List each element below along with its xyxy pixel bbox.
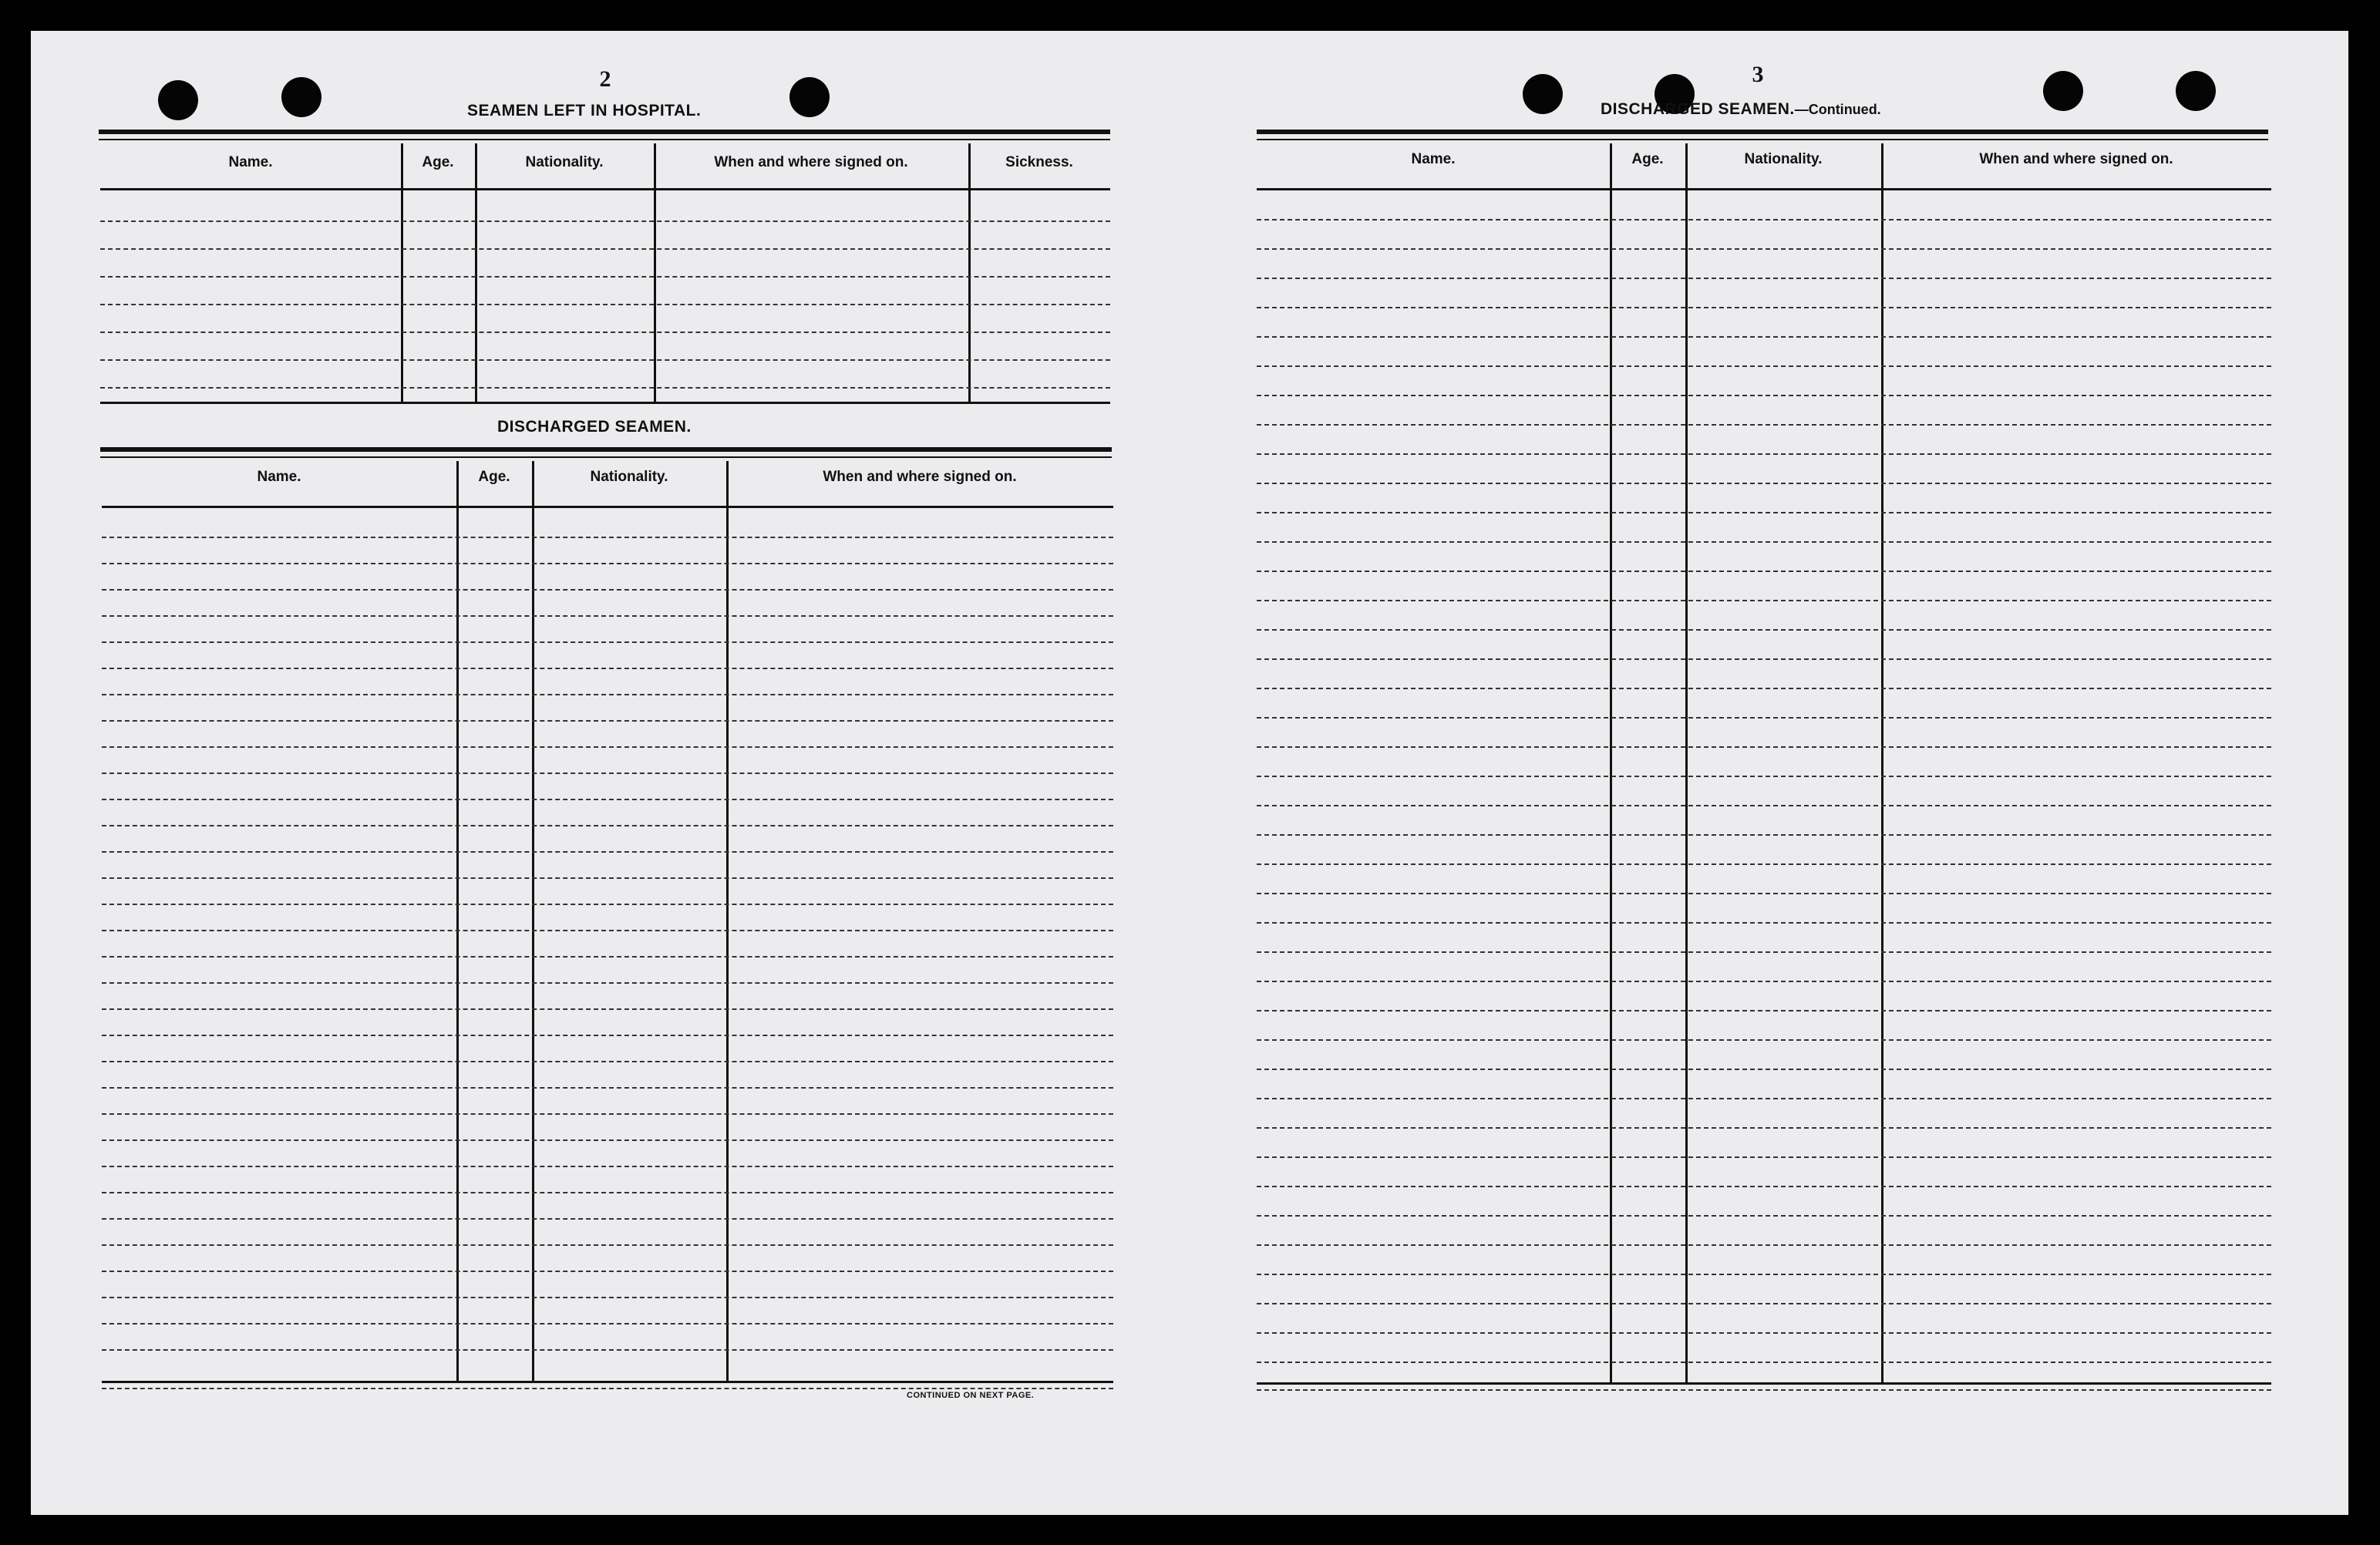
table-row [1257,863,2271,865]
continued-suffix: —Continued. [1794,102,1881,117]
table-row [100,220,1110,222]
col-header-name: Name. [228,154,273,170]
table-row [1257,512,2271,513]
table-bottom-rule [102,1381,1113,1383]
table-row [1257,571,2271,572]
table-row [1257,981,2271,982]
table-row [102,615,1113,617]
table-row [100,276,1110,278]
table-row [102,1244,1113,1246]
table-row [102,956,1113,958]
table-bottom-rule [1257,1382,2271,1385]
table-row [102,799,1113,800]
table-row [102,1061,1113,1062]
table-row [1257,1362,2271,1363]
col-header-when-where: When and where signed on. [714,154,908,170]
discharged-title-text: DISCHARGED SEAMEN. [1601,100,1795,118]
col-header-name: Name. [1411,151,1456,167]
table-row [102,1139,1113,1141]
table-row [1257,1127,2271,1129]
table-row [102,1035,1113,1036]
table-row [1257,248,2271,250]
table-row [1257,1303,2271,1304]
hospital-table [100,143,1110,404]
table-row [1257,395,2271,396]
table-row [102,877,1113,879]
table-row [1257,1010,2271,1011]
column-divider [475,143,477,404]
table-row [1257,922,2271,924]
col-header-sickness: Sickness. [1005,154,1073,170]
table-row [1257,219,2271,220]
table-row [1257,483,2271,484]
table-row [102,1008,1113,1010]
table-row [1257,1274,2271,1275]
table-row [1257,776,2271,777]
table-row [1257,1069,2271,1070]
table-row [1257,453,2271,455]
table-row [102,1192,1113,1193]
table-row [100,248,1110,250]
punch-hole [2176,71,2216,111]
table-row [102,1087,1113,1089]
table-row [1257,717,2271,719]
table-row [102,746,1113,748]
table-row [1257,1332,2271,1334]
table-row [102,1166,1113,1167]
col-header-nationality: Nationality. [1744,151,1823,167]
table-row [102,1323,1113,1325]
table-row [1257,278,2271,279]
col-header-age: Age. [422,154,454,170]
col-header-age: Age. [1631,151,1664,167]
discharged-top-rule [100,447,1112,452]
table-row [100,359,1110,361]
table-row [102,1297,1113,1298]
table-row [102,1349,1113,1351]
table-row [102,668,1113,669]
column-divider [1881,143,1883,1385]
table-row [100,332,1110,333]
table-row [102,1113,1113,1115]
table-row [100,304,1110,305]
discharged-table-left [102,461,1113,1383]
table-row [1257,1186,2271,1187]
table-row [1257,658,2271,660]
table-row [102,720,1113,722]
hospital-top-rule [99,130,1110,134]
table-row [1257,1244,2271,1246]
discharged-top-rule-2 [100,456,1112,458]
page-number-right: 3 [1752,62,1764,87]
punch-hole [1523,74,1563,114]
table-row [1257,336,2271,338]
table-row [102,563,1113,564]
table-bottom-rule-2 [102,1388,1113,1389]
col-header-when-where: When and where signed on. [823,469,1017,485]
table-row [1257,424,2271,426]
col-header-nationality: Nationality. [590,469,668,485]
table-row [1257,1098,2271,1099]
table-row [100,387,1110,389]
discharged-section-title-right [1601,100,1881,119]
table-row [1257,893,2271,894]
table-row [102,694,1113,695]
hospital-top-rule-2 [99,139,1110,140]
right-top-rule [1257,130,2268,134]
table-row [102,1271,1113,1272]
column-divider [968,143,971,404]
table-row [102,930,1113,931]
table-row [1257,746,2271,748]
table-row [1257,629,2271,631]
table-row [102,589,1113,591]
discharged-section-title-left: DISCHARGED SEAMEN. [497,418,692,436]
column-divider [1610,143,1612,1385]
punch-hole [789,77,830,117]
continued-note: CONTINUED ON NEXT PAGE. [907,1391,1035,1400]
col-header-age: Age. [478,469,510,485]
table-row [1257,307,2271,308]
column-divider [401,143,403,404]
table-row [1257,834,2271,836]
table-row [1257,1039,2271,1041]
table-bottom-rule-2 [1257,1389,2271,1391]
table-row [102,537,1113,538]
table-row [102,904,1113,905]
column-divider [654,143,656,404]
hospital-section-title: SEAMEN LEFT IN HOSPITAL. [467,102,702,119]
col-header-nationality: Nationality. [525,154,604,170]
table-row [102,982,1113,984]
table-row [1257,365,2271,367]
table-row [1257,1215,2271,1217]
table-row [1257,1156,2271,1158]
table-row [102,851,1113,853]
page-number-left: 2 [599,66,611,92]
table-row [102,1218,1113,1220]
punch-hole [158,80,198,120]
table-row [1257,951,2271,953]
column-divider [1685,143,1688,1385]
table-row [1257,600,2271,601]
table-row [1257,688,2271,689]
right-top-rule-2 [1257,139,2268,140]
table-row [102,772,1113,774]
punch-hole [281,77,321,117]
table-row [1257,805,2271,806]
col-header-when-where: When and where signed on. [1979,151,2173,167]
table-row [1257,541,2271,543]
col-header-name: Name. [257,469,301,485]
punch-hole [2043,71,2083,111]
discharged-table-right [1257,143,2271,1385]
table-bottom-rule [100,402,1110,404]
table-row [102,641,1113,643]
table-row [102,825,1113,826]
